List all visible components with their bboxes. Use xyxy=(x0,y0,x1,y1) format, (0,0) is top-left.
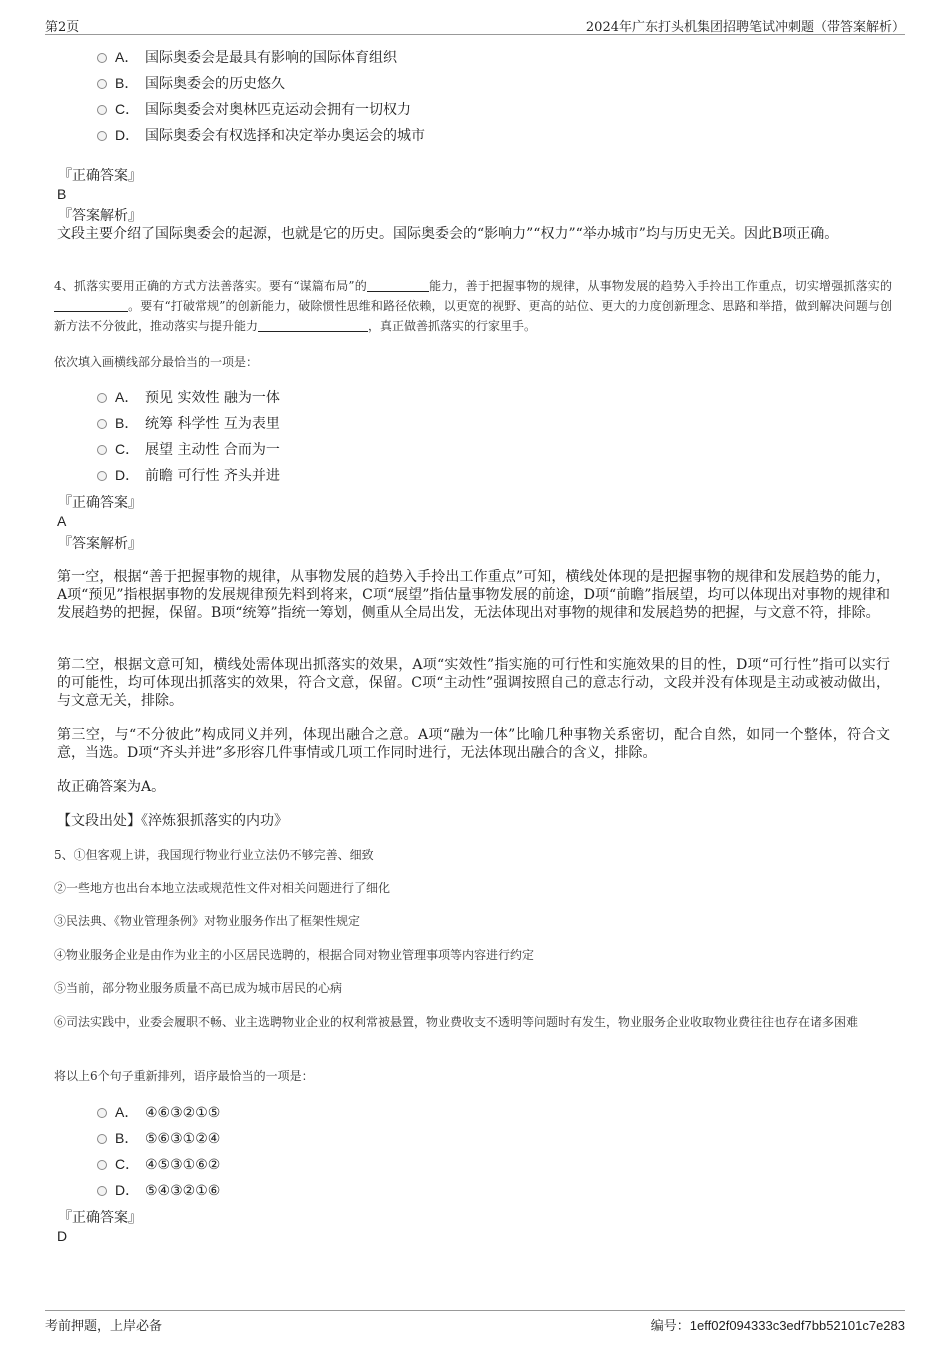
q5-option-d[interactable]: D． ⑤④③②①⑥ xyxy=(97,1181,220,1200)
radio-icon[interactable] xyxy=(97,79,107,89)
q3-analysis: 文段主要介绍了国际奥委会的起源，也就是它的历史。国际奥委会的“影响力”“权力”“举办城市”均与历史无关。因此B项正确。 xyxy=(57,226,839,242)
q4-analysis-label: 『答案解析』 xyxy=(58,536,142,552)
q4-option-c[interactable]: C． 展望 主动性 合而为一 xyxy=(97,440,280,459)
q5-answer: D xyxy=(57,1228,68,1244)
q5-sentence-2: ②一些地方也出台本地立法或规范性文件对相关问题进行了细化 xyxy=(54,881,391,895)
q5-answer-label: 『正确答案』 xyxy=(58,1210,142,1226)
q4-analysis-p3: 第三空，与“不分彼此”构成同义并列，体现出融合之意。A项“融为一体”比喻几种事物关系密切，配合自然，如同一个整体，符合文意，当选。D项“齐头并进”多形容几件事情或几项工作同时进行，无法体现出融合的含义，排除。 xyxy=(57,727,890,761)
radio-icon[interactable] xyxy=(97,419,107,429)
blank-line xyxy=(367,279,429,292)
q4-answer: A xyxy=(57,513,67,529)
q4-option-a[interactable]: A． 预见 实效性 融为一体 xyxy=(97,388,280,407)
page-footer xyxy=(45,1310,905,1333)
q5-prompt: 将以上6个句子重新排列，语序最恰当的一项是： xyxy=(54,1069,314,1083)
q5-sentence-4: ④物业服务企业是由作为业主的小区居民选聘的，根据合同对物业管理事项等内容进行约定 xyxy=(54,948,535,962)
radio-icon[interactable] xyxy=(97,53,107,63)
q4-analysis-p2: 第二空，根据文意可知，横线处需体现出抓落实的效果，A项“实效性”指实施的可行性和实施效果的目的性，D项“可行性”指可以实行的可能性，均可体现出抓落实的效果，符合文意，保留。C项“主动性”强调按照自己的意志行动，文段并没有体现是主动或被动做出，与文意无关，排除。 xyxy=(57,657,890,709)
q4-source: 【文段出处】《淬炼狠抓落实的内功》 xyxy=(57,813,288,829)
footer-slogan: 考前押题，上岸必备 xyxy=(45,1319,163,1334)
radio-icon[interactable] xyxy=(97,445,107,455)
q5-option-b[interactable]: B． ⑤⑥③①②④ xyxy=(97,1129,220,1148)
q4-analysis-p4: 故正确答案为A。 xyxy=(57,779,166,795)
q4-option-d[interactable]: D． 前瞻 可行性 齐头并进 xyxy=(97,466,280,485)
radio-icon[interactable] xyxy=(97,1108,107,1118)
q3-answer-label: 『正确答案』 xyxy=(58,168,142,184)
q5-sentence-3: ③民法典、《物业管理条例》对物业服务作出了框架性规定 xyxy=(54,914,361,928)
blank-line xyxy=(258,319,368,332)
q4-answer-label: 『正确答案』 xyxy=(58,495,142,511)
radio-icon[interactable] xyxy=(97,1160,107,1170)
q5-option-a[interactable]: A． ④⑥③②①⑤ xyxy=(97,1103,220,1122)
q3-analysis-label: 『答案解析』 xyxy=(58,208,142,224)
q4-option-b[interactable]: B． 统筹 科学性 互为表里 xyxy=(97,414,280,433)
radio-icon[interactable] xyxy=(97,131,107,141)
q5-sentence-5: ⑤当前，部分物业服务质量不高已成为城市居民的心病 xyxy=(54,981,343,995)
radio-icon[interactable] xyxy=(97,471,107,481)
radio-icon[interactable] xyxy=(97,1186,107,1196)
q3-answer: B xyxy=(57,186,67,202)
q5-option-c[interactable]: C． ④⑤③①⑥② xyxy=(97,1155,220,1174)
q4-stem: 4、抓落实要用正确的方式方法善落实。要有“谋篇布局”的 能力，善于把握事物的规律，从事物发展的趋势入手拎出工作重点，切实增强抓落实的。要有“打破常规”的创新能力，破除惯性思维和路径依赖，以更宽的视野、更高的站位、更大的力度创新理念、思路和举措，做到解决问题与创新方法不分彼此，推动落实与提升能力 ，真正做善抓落实的行家里手。 xyxy=(54,279,892,333)
radio-icon[interactable] xyxy=(97,1134,107,1144)
blank-line xyxy=(54,299,128,312)
radio-icon[interactable] xyxy=(97,393,107,403)
q3-option-b[interactable]: B． 国际奥委会的历史悠久 xyxy=(97,74,285,93)
page-header xyxy=(45,14,905,35)
q5-sentence-1: 5、①但客观上讲，我国现行物业行业立法仍不够完善、细致 xyxy=(54,848,374,862)
q3-option-d[interactable]: D． 国际奥委会有权选择和决定举办奥运会的城市 xyxy=(97,126,425,145)
radio-icon[interactable] xyxy=(97,105,107,115)
q5-sentence-6: ⑥司法实践中，业委会履职不畅、业主选聘物业企业的权利常被悬置，物业费收支不透明等问题时有发生，物业服务企业收取物业费往往也存在诸多困难 xyxy=(54,1015,859,1029)
page-number: 第2页 xyxy=(45,20,80,35)
document-id: 编号：1eff02f094333c3edf7bb52101c7e283 xyxy=(650,1318,905,1333)
document-title: 2024年广东打头机集团招聘笔试冲刺题（带答案解析） xyxy=(585,20,905,35)
q3-option-c[interactable]: C． 国际奥委会对奥林匹克运动会拥有一切权力 xyxy=(97,100,411,119)
q4-prompt: 依次填入画横线部分最恰当的一项是： xyxy=(54,355,259,369)
q4-analysis-p1: 第一空，根据“善于把握事物的规律，从事物发展的趋势入手拎出工作重点”可知，横线处体现的是把握事物的规律和发展趋势的能力，A项“预见”指根据事物的发展规律预先料到将来，C项“展望”指估量事物发展的前途，D项“前瞻”指展望，均可以体现出对事物的规律和发展趋势的把握，保留。B项“统筹”指统一筹划，侧重从全局出发，无法体现出对事物的规律和发展趋势的把握，与文意不符，排除。 xyxy=(57,569,890,621)
q3-option-a[interactable]: A． 国际奥委会是最具有影响的国际体育组织 xyxy=(97,48,397,67)
